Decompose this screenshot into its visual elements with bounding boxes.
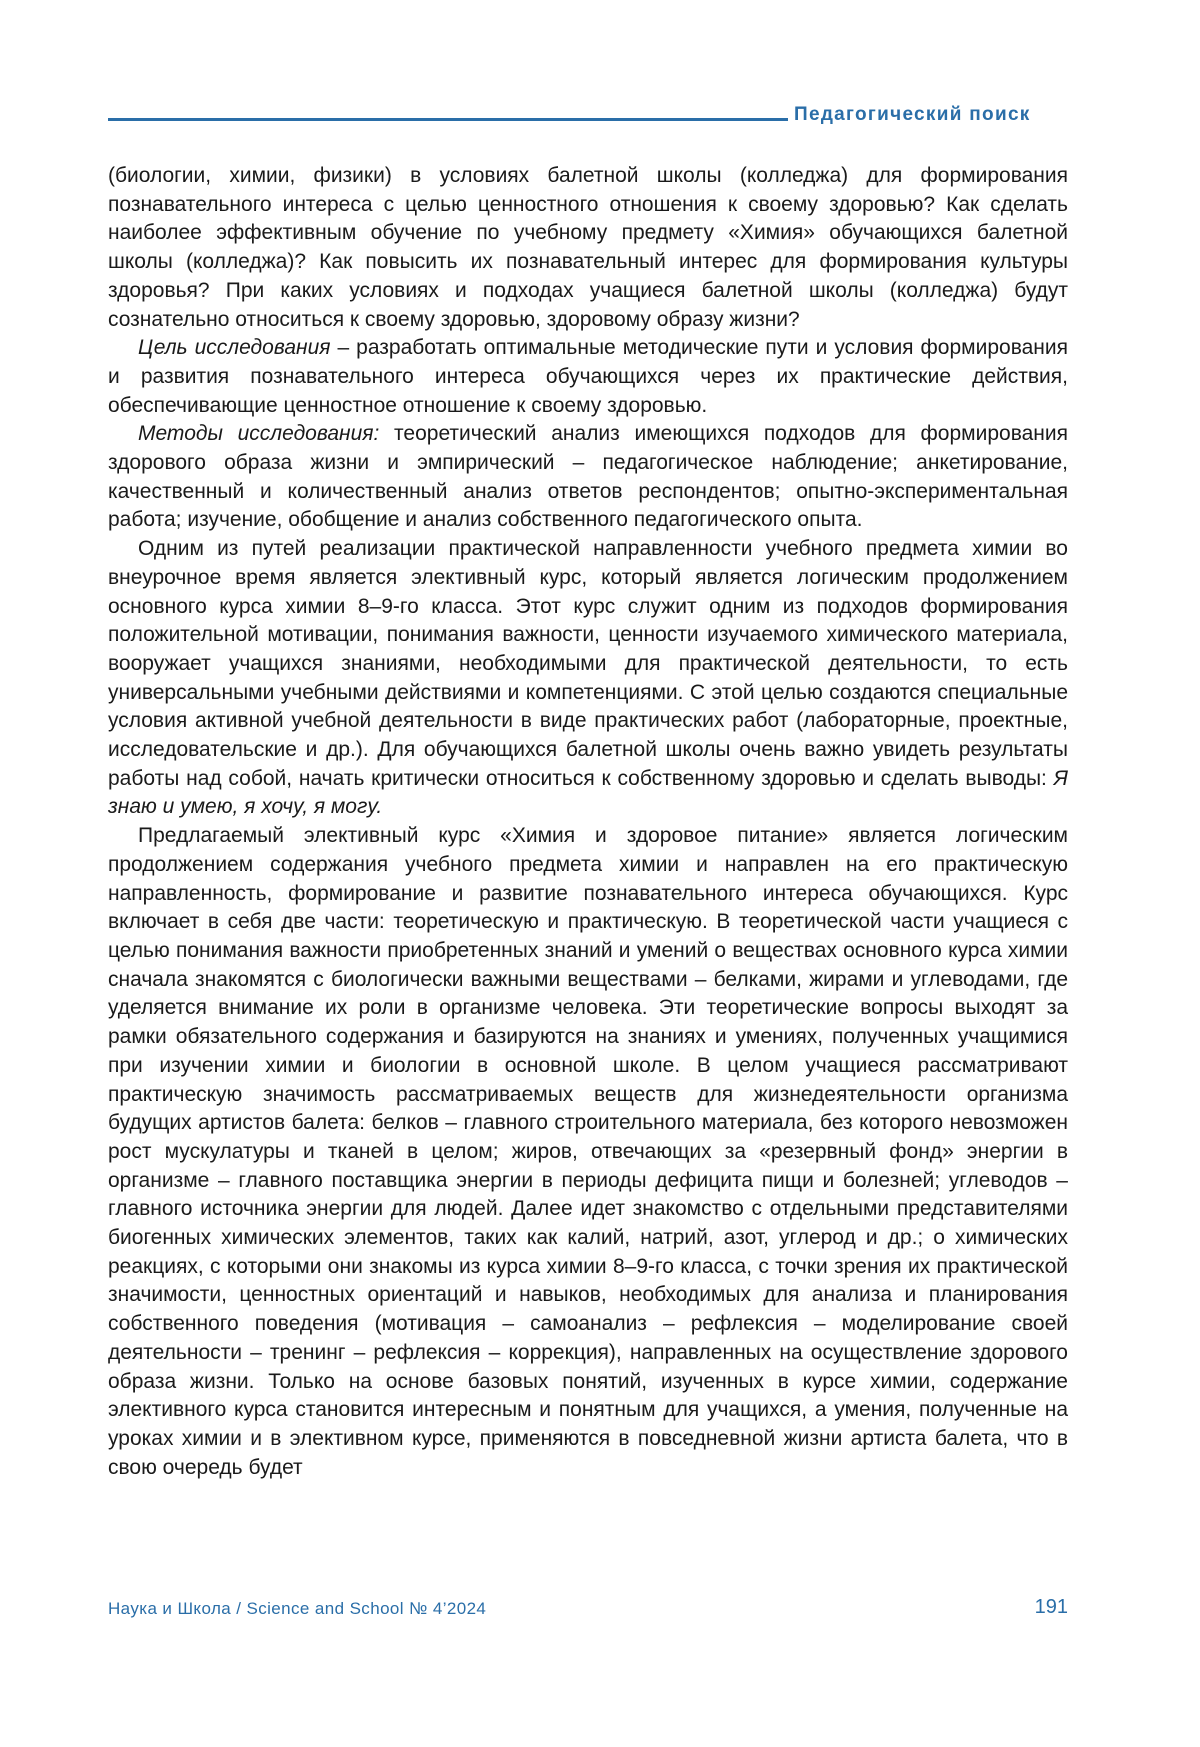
paragraph-elective-course [108,535,1068,822]
elective-course-text: Одним из путей реализации практической направленности учебного предмета химии во внеурочное время является элективный курс, который является логическим продолжением основного курса химии 8–9-го класса. Этот курс служит одним из подходов формирования положительной мотивации, понимания важности, ценности изучаемого химического материала, вооружает учащихся знаниями, необходимыми для практической деятельности, то есть универсальными учебными действиями и компетенциями. С этой целью создаются специальные условия активной учебной деятельности в виде практических работ (лабораторные, проектные, исследовательские и др.). Для обучающихся балетной школы очень важно увидеть результаты работы над собой, начать критически относиться к собственному здоровью и сделать выводы: [108,537,1068,790]
paragraph-research-questions: (биологии, химии, физики) в условиях балетной школы (колледжа) для формирования познавательного интереса с целью ценностного отношения к своему здоровью? Как сделать наиболее эффективным обучение по учебному предмету «Химия» обучающихся балетной школы (колледжа)? Как повысить их познавательный интерес для формирования культуры здоровья? При каких условиях и подходах учащиеся балетной школы (колледжа) будут сознательно относиться к своему здоровью, здоровому образу жизни? [108,164,1068,331]
article-body [108,162,1068,1482]
methods-label: Методы исследования: [138,422,380,446]
elective-course-motto: Я знаю и умею, я хочу, я могу. [108,766,1068,819]
paragraph-research-goal [108,334,1068,420]
goal-text: – разработать оптимальные методические пути и условия формирования и развития познавательного интереса обучающихся через их практические действия, обеспечивающие ценностное отношение к своему здоровью. [108,336,1068,417]
running-header-section: Педагогический поиск [794,104,1031,125]
paragraph-research-methods [108,420,1068,535]
header-rule [108,118,788,121]
footer-page-number: 191 [1034,1596,1068,1618]
footer-journal-title: Наука и Школа / Science and School № 4’2024 [108,1599,487,1618]
goal-label: Цель исследования [138,336,331,360]
methods-text: теоретический анализ имеющихся подходов для формирования здорового образа жизни и эмпирический – педагогическое наблюдение; анкетирование, качественный и количественный анализ ответов респондентов; опытно-экспериментальная работа; изучение, обобщение и анализ собственного педагогического опыта. [108,422,1068,532]
paragraph-course-content: Предлагаемый элективный курс «Химия и здоровое питание» является логическим продолжением содержания учебного предмета химии и направлен на его практическую направленность, формирование и развитие познавательного интереса обучающихся. Курс включает в себя две части: теоретическую и практическую. В теоретической части учащиеся с целью понимания важности приобретенных знаний и умений о веществах основного курса химии сначала знакомятся с биологически важными веществами – белками, жирами и углеводами, где уделяется внимание их роли в организме человека. Эти теоретические вопросы выходят за рамки обязательного содержания и базируются на знаниях и умениях, полученных учащимися при изучении химии и биологии в основной школе. В целом учащиеся рассматривают практическую значимость рассматриваемых веществ для жизнедеятельности организма будущих артистов балета: белков – главного строительного материала, без которого невозможен рост мускулатуры и тканей в целом; жиров, отвечающих за «резервный фонд» энергии в организме – главного поставщика энергии в периоды дефицита пищи и болезней; углеводов – главного источника энергии для людей. Далее идет знакомство с отдельными представителями биогенных химических элементов, таких как калий, натрий, азот, углерод и др.; о химических реакциях, с которыми они знакомы из курса химии 8–9-го класса, с точки зрения их практической значимости, ценностных ориентаций и навыков, необходимых для анализа и планирования собственного поведения (мотивация – самоанализ – рефлексия – моделирование своей деятельности – тренинг – рефлексия – коррекция), направленных на осуществление здорового образа жизни. Только на основе базовых понятий, изученных в курсе химии, содержание элективного курса становится интересным и понятным для учащихся, а умения, полученные на уроках химии и в элективном курсе, применяются в повседневной жизни артиста балета, что в свою очередь будет [108,824,1068,1479]
